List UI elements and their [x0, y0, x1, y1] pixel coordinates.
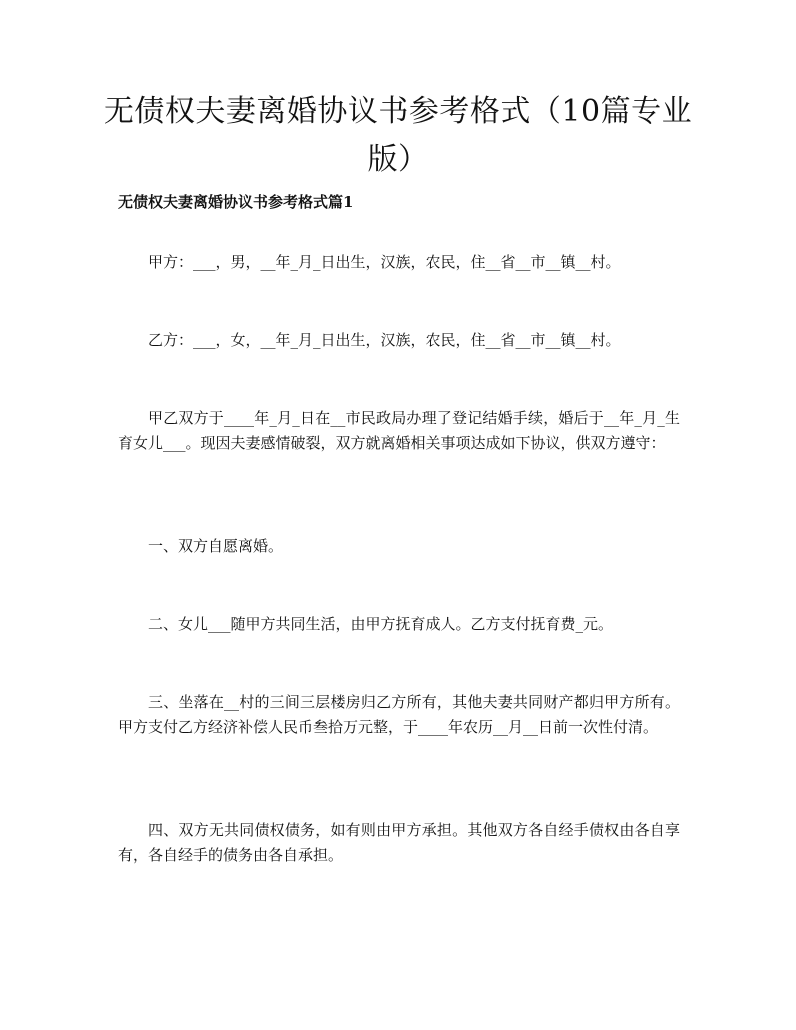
clause-1-paragraph: 一、双方自愿离婚。 — [148, 537, 284, 555]
party-a-paragraph: 甲方：___，男，__年_月_日出生，汉族，农民，住__省__市__镇__村。 — [148, 253, 621, 271]
clause-2-paragraph: 二、女儿___随甲方共同生活，由甲方抚育成人。乙方支付抚育费_元。 — [148, 615, 614, 633]
clause-3-paragraph: 三、坐落在__村的三间三层楼房归乙方所有，其他夫妻共同财产都归甲方所有。甲方支付乙方经济补偿人民币叁拾万元整，于____年农历__月__日前一次性付清。 — [118, 693, 680, 736]
document-title: 无债权夫妻离婚协议书参考格式（10篇专业版） — [103, 94, 693, 177]
marriage-background-paragraph: 甲乙双方于____年_月_日在__市民政局办理了登记结婚手续，婚后于__年_月_生育女儿___。现因夫妻感情破裂，双方就离婚相关事项达成如下协议，供双方遵守： — [118, 409, 680, 452]
clause-4-paragraph: 四、双方无共同债权债务，如有则由甲方承担。其他双方各自经手债权由各自享有，各自经手的债务由各自承担。 — [118, 821, 680, 864]
party-b-paragraph: 乙方：___，女，__年_月_日出生，汉族，农民，住__省__市__镇__村。 — [148, 331, 621, 349]
section-heading: 无债权夫妻离婚协议书参考格式篇1 — [118, 193, 354, 211]
